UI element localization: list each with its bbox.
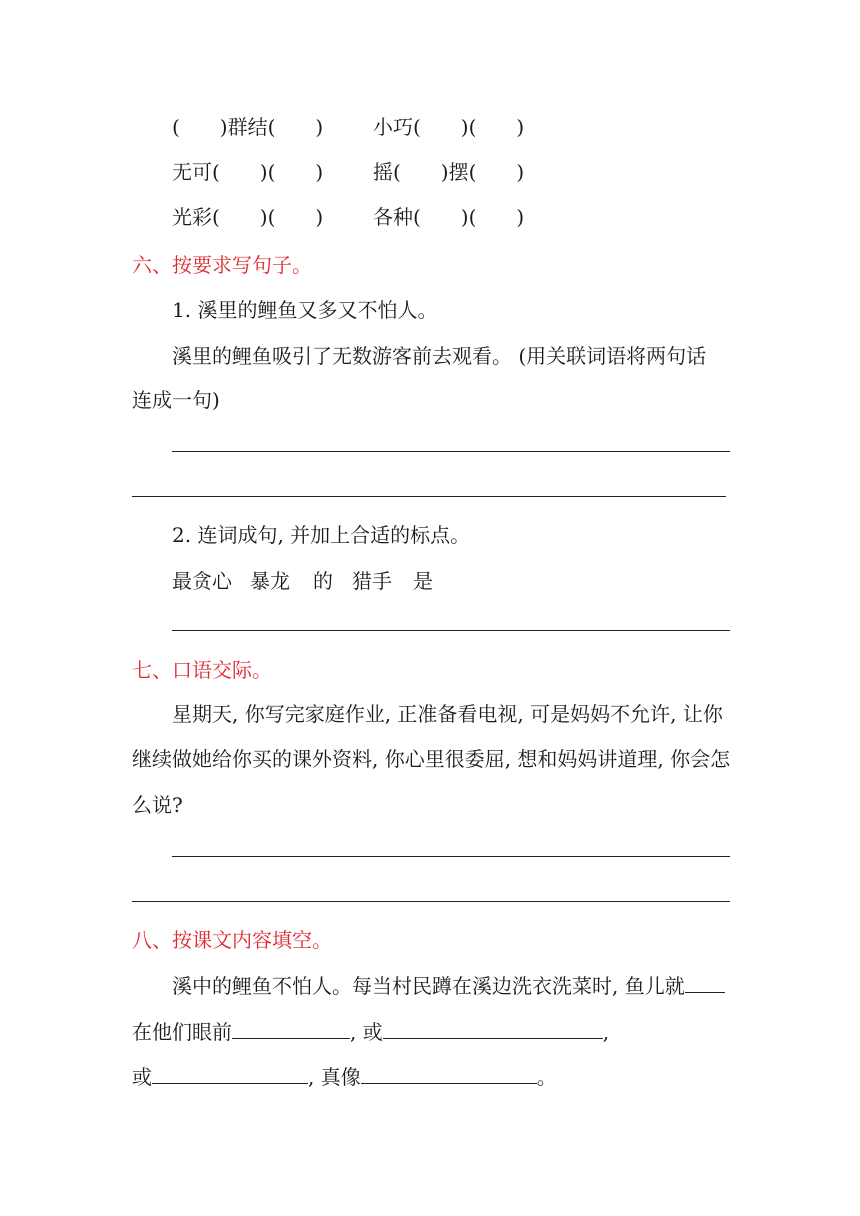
s8-text-2b: , 或 (350, 1020, 383, 1044)
section-6-title: 六、按要求写句子。 (132, 253, 312, 277)
word-fill-row-3-a: 光彩( )( ) (172, 205, 324, 229)
q2-word-5: 是 (413, 569, 433, 593)
q2-instruction: 2. 连词成句, 并加上合适的标点。 (172, 523, 471, 547)
s8-text-3c: 。 (536, 1065, 557, 1089)
s8-blank-2[interactable] (232, 1016, 350, 1039)
s8-blank-1[interactable] (685, 970, 725, 993)
q2-answer-line[interactable] (172, 630, 730, 631)
s7-paragraph-line-1: 星期天, 你写完家庭作业, 正准备看电视, 可是妈妈不允许, 让你 (172, 702, 723, 726)
section-7-title: 七、口语交际。 (132, 658, 272, 682)
word-fill-row-1-b: 小巧( )( ) (373, 115, 525, 139)
s8-line-1 (172, 970, 725, 1000)
word-fill-row-2-b: 摇( )摆( ) (373, 160, 525, 184)
q1-answer-line-1[interactable] (172, 451, 730, 452)
s8-text-2a: 在他们眼前 (132, 1020, 232, 1044)
word-fill-row-1-a: ( )群结( ) (172, 115, 324, 139)
s8-blank-4[interactable] (152, 1061, 308, 1084)
s7-answer-line-2[interactable] (132, 901, 730, 902)
s8-text-3a: 或 (132, 1065, 152, 1089)
q2-word-1: 最贪心 (172, 569, 232, 593)
s7-answer-line-1[interactable] (172, 856, 730, 857)
s8-blank-5[interactable] (361, 1061, 537, 1084)
s7-paragraph-line-3: 么说? (132, 793, 183, 817)
s8-line-3 (132, 1061, 557, 1091)
word-fill-row-2-a: 无可( )( ) (172, 160, 324, 184)
q1-sentence-2-cont: 连成一句) (132, 388, 220, 412)
q2-word-2: 暴龙 (250, 569, 290, 593)
q2-word-3: 的 (313, 569, 333, 593)
s8-line-2 (132, 1016, 609, 1046)
s8-blank-3[interactable] (383, 1016, 603, 1039)
word-fill-row-3-b: 各种( )( ) (373, 205, 525, 229)
q2-word-4: 猎手 (352, 569, 392, 593)
section-8-title: 八、按课文内容填空。 (132, 928, 332, 952)
s8-text-1: 溪中的鲤鱼不怕人。每当村民蹲在溪边洗衣洗菜时, 鱼儿就 (172, 974, 685, 998)
q1-answer-line-2[interactable] (132, 496, 726, 497)
s8-text-2c: , (602, 1020, 610, 1044)
q1-sentence-1: 1. 溪里的鲤鱼又多又不怕人。 (172, 298, 438, 322)
q1-sentence-2: 溪里的鲤鱼吸引了无数游客前去观看。 (用关联词语将两句话 (172, 344, 707, 368)
s7-paragraph-line-2: 继续做她给你买的课外资料, 你心里很委屈, 想和妈妈讲道理, 你会怎 (132, 747, 731, 771)
s8-text-3b: , 真像 (308, 1065, 361, 1089)
